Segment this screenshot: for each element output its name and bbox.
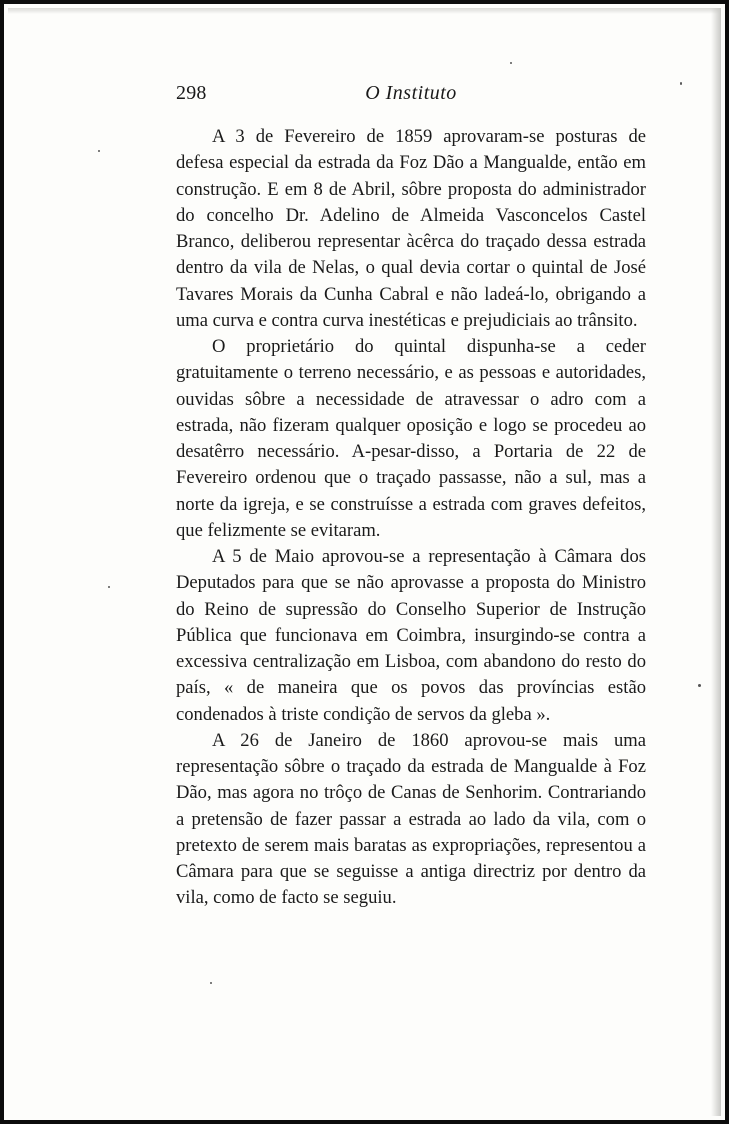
running-head	[176, 82, 646, 110]
running-title: O Instituto	[365, 82, 457, 104]
paper-speck	[510, 62, 512, 64]
paper-speck	[210, 982, 212, 984]
paper-speck	[108, 586, 110, 588]
page-top-shadow	[8, 8, 721, 14]
page-number: 298	[176, 82, 207, 104]
paragraph: O proprietário do quintal dispunha-se a ceder gratuitamente o terreno necessário, e as pessoas e autoridades, ouvidas sôbre a necessidade de atravessar o adro com a estrada, não fizeram qualquer oposição e logo se procedeu ao desatêrro necessário. A-pesar-disso, a Portaria de 22 de Fevereiro ordenou que o traçado passasse, não a sul, mas a norte da igreja, e se construísse a estrada com graves defeitos, que felizmente se evitaram.	[176, 336, 646, 541]
paragraph: A 5 de Maio aprovou-se a representação à Câmara dos Deputados para que se não aprovasse a proposta do Ministro do Reino de supressão do Conselho Superior de Instrução Pública que funcionava em Coimbra, insurgindo-se contra a excessiva centralização em Lisboa, com abandono do resto do país, « de maneira que os povos das províncias estão condenados à triste condição de servos da gleba ».	[176, 546, 646, 725]
body-text	[176, 124, 646, 912]
paragraph: A 3 de Fevereiro de 1859 aprovaram-se posturas de defesa especial da estrada da Foz Dão a Mangualde, então em construção. E em 8 de Abril, sôbre proposta do administrador do concelho Dr. Adelino de Almeida Vasconcelos Castel Branco, deliberou representar àcêrca do traçado dessa estrada dentro da vila de Nelas, o qual devia cortar o quintal de José Tavares Morais da Cunha Cabral e não ladeá-lo, obrigando a uma curva e contra curva inestéticas e prejudiciais ao trânsito.	[176, 126, 646, 331]
paper-speck	[680, 82, 682, 85]
page-right-shadow	[711, 8, 721, 1116]
paragraph: A 26 de Janeiro de 1860 aprovou-se mais uma representação sôbre o traçado da estrada de Mangualde à Foz Dão, mas agora no trôço de Canas de Senhorim. Contrariando a pretensão de fazer passar a estrada ao lado da vila, com o pretexto de serem mais baratas as expropriações, representou a Câmara para que se seguisse a antiga directriz por dentro da vila, como de facto se seguiu.	[176, 729, 646, 909]
paper-speck	[98, 150, 100, 152]
paper-speck	[698, 684, 701, 687]
